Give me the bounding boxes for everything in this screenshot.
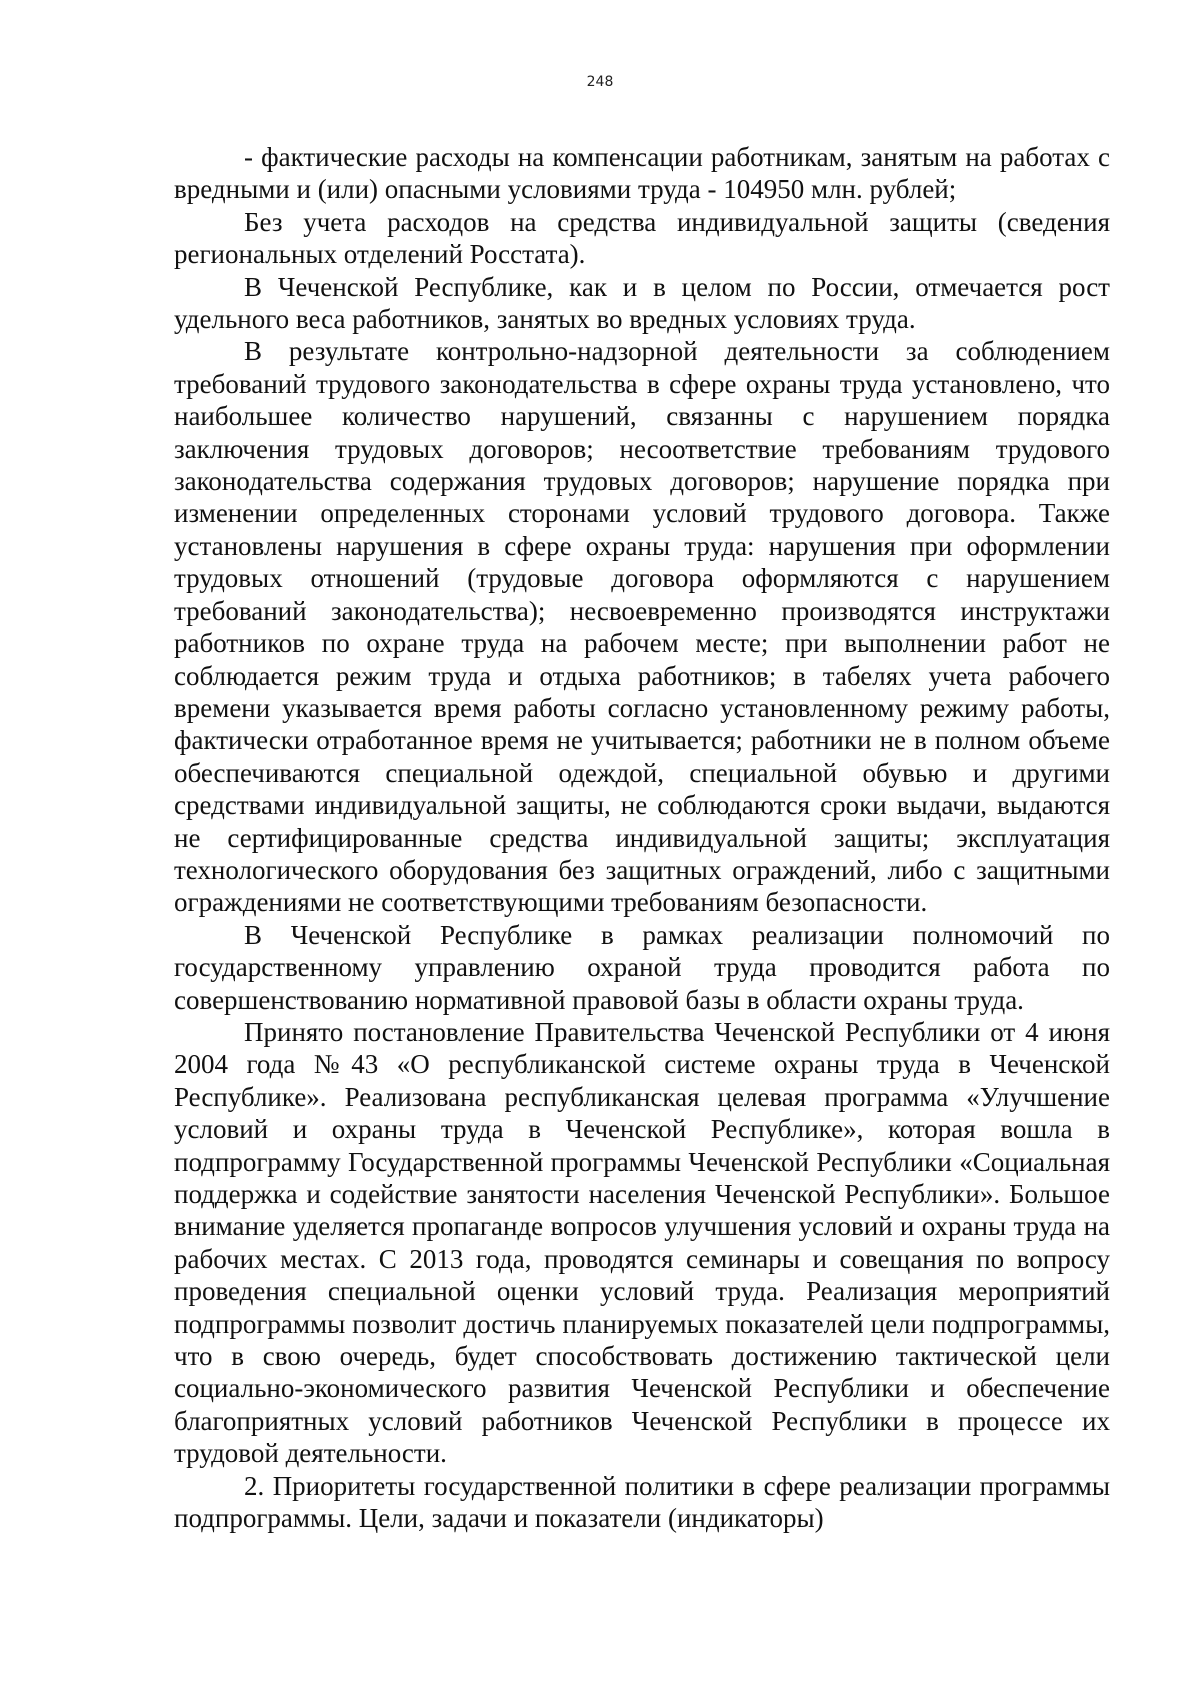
document-body: [174, 141, 1110, 1534]
page-number: 248: [586, 74, 614, 90]
paragraph-priorities-heading: 2. Приоритеты государственной политики в сфере реализации программы подпрограммы. Цели, задачи и показатели (индикаторы): [174, 1470, 1110, 1534]
paragraph-harmful-conditions-growth: В Чеченской Республике, как и в целом по России, отмечается рост удельного веса работников, занятых во вредных условиях труда.: [174, 271, 1110, 335]
paragraph-protection-note: Без учета расходов на средства индивидуальной защиты (сведения региональных отделений Росстата).: [174, 206, 1110, 270]
paragraph-state-management: В Чеченской Республике в рамках реализации полномочий по государственному управлению охраной труда проводится работа по совершенствованию нормативной правовой базы в области охраны труда.: [174, 919, 1110, 1015]
paragraph-government-decree: Принято постановление Правительства Чеченской Республики от 4 июня 2004 года №43 «О республиканской системе охраны труда в Чеченской Республике». Реализована республиканская целевая программа «Улучшение условий и охраны труда в Чеченской Республике», которая вошла в подпрограмму Государственной программы Чеченской Республики «Социальная поддержка и содействие занятости населения Чеченской Республики». Большое внимание уделяется пропаганде вопросов улучшения условий и охраны труда на рабочих местах. С 2013 года, проводятся семинары и совещания по вопросу проведения специальной оценки условий труда. Реализация мероприятий подпрограммы позволит достичь планируемых показателей цели подпрограммы, что в свою очередь, будет способствовать достижению тактической цели социально-экономического развития Чеченской Республики и обеспечение благоприятных условий работников Чеченской Республики в процессе их трудовой деятельности.: [174, 1016, 1110, 1469]
paragraph-compensation-expenses: - фактические расходы на компенсации работникам, занятым на работах с вредными и (или) опасными условиями труда - 104950 млн. рублей;: [174, 142, 1110, 205]
paragraph-inspection-results: В результате контрольно-надзорной деятельности за соблюдением требований трудового законодательства в сфере охраны труда установлено, что наибольшее количество нарушений, связанны с нарушением порядка заключения трудовых договоров; несоответствие требованиям трудового законодательства содержания трудовых договоров; нарушение порядка при изменении определенных сторонами условий трудового договора. Также установлены нарушения в сфере охраны труда: нарушения при оформлении трудовых отношений (трудовые договора оформляются с нарушением требований законодательства); несвоевременно производятся инструктажи работников по охране труда на рабочем месте; при выполнении работ не соблюдается режим труда и отдыха работников; в табелях учета рабочего времени указывается время работы согласно установленному режиму работы, фактически отработанное время не учитывается; работники не в полном объеме обеспечиваются специальной одеждой, специальной обувью и другими средствами индивидуальной защиты, не соблюдаются сроки выдачи, выдаются не сертифицированные средства индивидуальной защиты; эксплуатация технологического оборудования без защитных ограждений, либо с защитными ограждениями не соответствующими требованиям безопасности.: [174, 336, 1110, 918]
